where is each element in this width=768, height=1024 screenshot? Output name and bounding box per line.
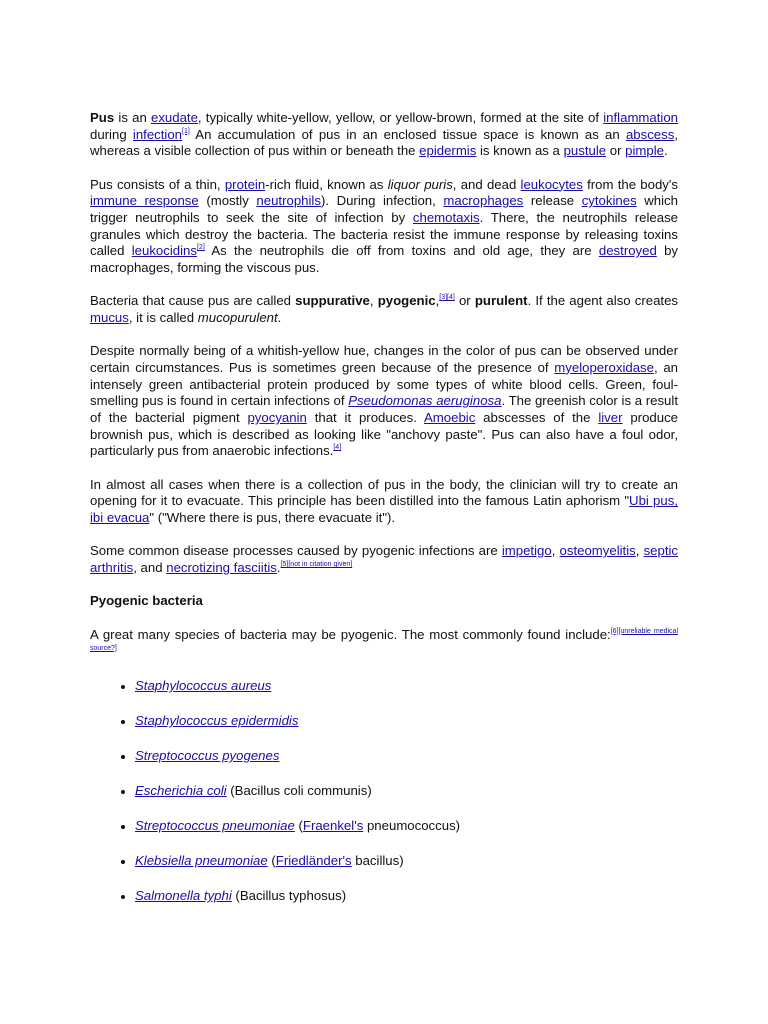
term-liquor-puris: liquor puris xyxy=(387,176,453,192)
link-amoebic[interactable]: Amoebic xyxy=(424,410,476,426)
bacterium-link[interactable]: Streptococcus pneumoniae xyxy=(135,818,295,834)
link-leukocidins[interactable]: leukocidins xyxy=(131,243,197,259)
link-destroyed[interactable]: destroyed xyxy=(598,243,657,259)
paragraph-diseases: Some common disease processes caused by pyogenic infections are impetigo, osteomyelitis, septic arthritis, and necrotizing fasciitis.[5][not in citation given] xyxy=(90,543,679,575)
link-cytokines[interactable]: cytokines xyxy=(581,193,637,209)
citation-3-4[interactable]: [3][4] xyxy=(439,294,455,302)
link-necrotizing-fasciitis[interactable]: necrotizing fasciitis xyxy=(166,559,277,575)
link-septic-arthritis[interactable]: septic arthritis xyxy=(90,543,679,575)
citation-5[interactable]: [5][not in citation given] xyxy=(280,560,353,568)
link-chemotaxis[interactable]: chemotaxis xyxy=(412,210,480,226)
bacterium-link[interactable]: Klebsiella pneumoniae xyxy=(135,853,268,869)
link-impetigo[interactable]: impetigo xyxy=(501,543,552,559)
link-protein[interactable]: protein xyxy=(224,176,266,192)
paragraph-color: Despite normally being of a whitish-yellow hue, changes in the color of pus can be observed under certain circumstances. Pus is sometimes green because of the presence of myeloperoxidase, an intensely green antibacterial protein produced by some types of white blood cells. Green, foul-smelling pus is found in certain infections of Pseudomonas aeruginosa. The greenish color is a result of the bacterial pigment pyocyanin that it produces. Amoebic abscesses of the liver produce brownish pus, which is described as looking like "anchovy paste". Pus can also have a foul odor, particularly pus from anaerobic infections.[4] xyxy=(90,343,679,459)
paragraph-composition: Pus consists of a thin, protein-rich fluid, known as liquor puris, and dead leukocytes from the body's immune response (mostly neutrophils). During infection, macrophages release cytokines which trigger neutrophils to seek the site of infection by chemotaxis. There, the neutrophils release granules which destroy the bacteria. The bacteria resist the immune response by releasing toxins called leukocidins[2] As the neutrophils die off from toxins and old age, they are destroyed by macrophages, forming the viscous pus. xyxy=(90,176,679,276)
term-purulent: purulent xyxy=(474,293,528,309)
link-neutrophils[interactable]: neutrophils xyxy=(256,193,321,209)
link-pyocyanin[interactable]: pyocyanin xyxy=(247,410,307,426)
link-pustule[interactable]: pustule xyxy=(563,143,607,159)
link-immune-response[interactable]: immune response xyxy=(90,193,199,209)
list-item: • Salmonella typhi (Bacillus typhosus) xyxy=(135,888,678,923)
paragraph-definition: Pus is an exudate, typically white-yellow, yellow, or yellow-brown, formed at the site of inflammation during infection[1] An accumulation of pus in an enclosed tissue space is known as an abscess, whereas a visible collection of pus within or beneath the epidermis is known as a pustule or pimple. xyxy=(90,110,679,159)
paragraph-treatment: In almost all cases when there is a collection of pus in the body, the clinician will try to create an opening for it to evacuate. This principle has been distilled into the famous Latin aphorism "Ubi pus, ibi evacua" ("Where there is pus, there evacuate it"). xyxy=(90,476,678,526)
link-pseudomonas[interactable]: Pseudomonas aeruginosa xyxy=(348,393,502,409)
term-pyogenic: pyogenic xyxy=(377,293,436,309)
citation-6[interactable]: [6][unreliable medical source?] xyxy=(90,627,678,652)
bacterium-link[interactable]: Escherichia coli xyxy=(135,783,227,799)
term-suppurative: suppurative xyxy=(295,293,370,309)
link-liver[interactable]: liver xyxy=(598,410,623,426)
eponym-link[interactable]: Friedländer's xyxy=(275,853,352,869)
list-item xyxy=(135,713,678,748)
link-macrophages[interactable]: macrophages xyxy=(443,193,524,209)
link-infection[interactable]: infection xyxy=(132,126,183,142)
paragraph-terminology: Bacteria that cause pus are called suppurative, pyogenic,[3][4] or purulent. If the agent also creates mucus, it is called mucopurulent. xyxy=(90,293,678,326)
citation-4[interactable]: [4] xyxy=(333,444,342,452)
bacterium-link[interactable]: Salmonella typhi xyxy=(135,888,232,904)
term-pus: Pus xyxy=(90,110,115,125)
link-exudate[interactable]: exudate xyxy=(150,110,198,125)
link-mucus[interactable]: mucus xyxy=(90,310,129,326)
eponym-link[interactable]: Fraenkel's xyxy=(302,818,364,834)
citation-2[interactable]: [2] xyxy=(196,244,205,252)
bacterium-link[interactable]: Streptococcus pyogenes xyxy=(135,748,280,764)
link-abscess[interactable]: abscess xyxy=(625,126,675,142)
link-pimple[interactable]: pimple xyxy=(625,143,665,159)
citation-1[interactable]: [1] xyxy=(182,127,190,135)
term-mucopurulent: mucopurulent xyxy=(197,310,278,326)
link-myeloperoxidase[interactable]: myeloperoxidase xyxy=(554,359,654,375)
list-item xyxy=(135,748,678,783)
link-ubi-pus[interactable]: Ubi pus, ibi evacua xyxy=(90,493,678,526)
bacteria-list xyxy=(90,678,678,923)
list-item xyxy=(135,678,678,713)
bacterium-link[interactable]: Staphylococcus epidermidis xyxy=(135,713,299,729)
list-item: • Klebsiella pneumoniae (Friedländer's bacillus) xyxy=(135,853,678,888)
link-epidermis[interactable]: epidermis xyxy=(419,143,477,159)
link-osteomyelitis[interactable]: osteomyelitis xyxy=(559,543,636,559)
link-inflammation[interactable]: inflammation xyxy=(603,110,679,125)
link-leukocytes[interactable]: leukocytes xyxy=(520,176,583,192)
list-item: • Escherichia coli (Bacillus coli communis) xyxy=(135,783,678,818)
bacterium-link[interactable]: Staphylococcus aureus xyxy=(135,678,272,694)
paragraph-bacteria-intro: A great many species of bacteria may be pyogenic. The most commonly found include:[6][unreliable medical source?] xyxy=(90,626,678,652)
list-item: • Streptococcus pneumoniae (Fraenkel's pneumococcus) xyxy=(135,818,678,853)
section-heading: Pyogenic bacteria xyxy=(90,593,203,609)
